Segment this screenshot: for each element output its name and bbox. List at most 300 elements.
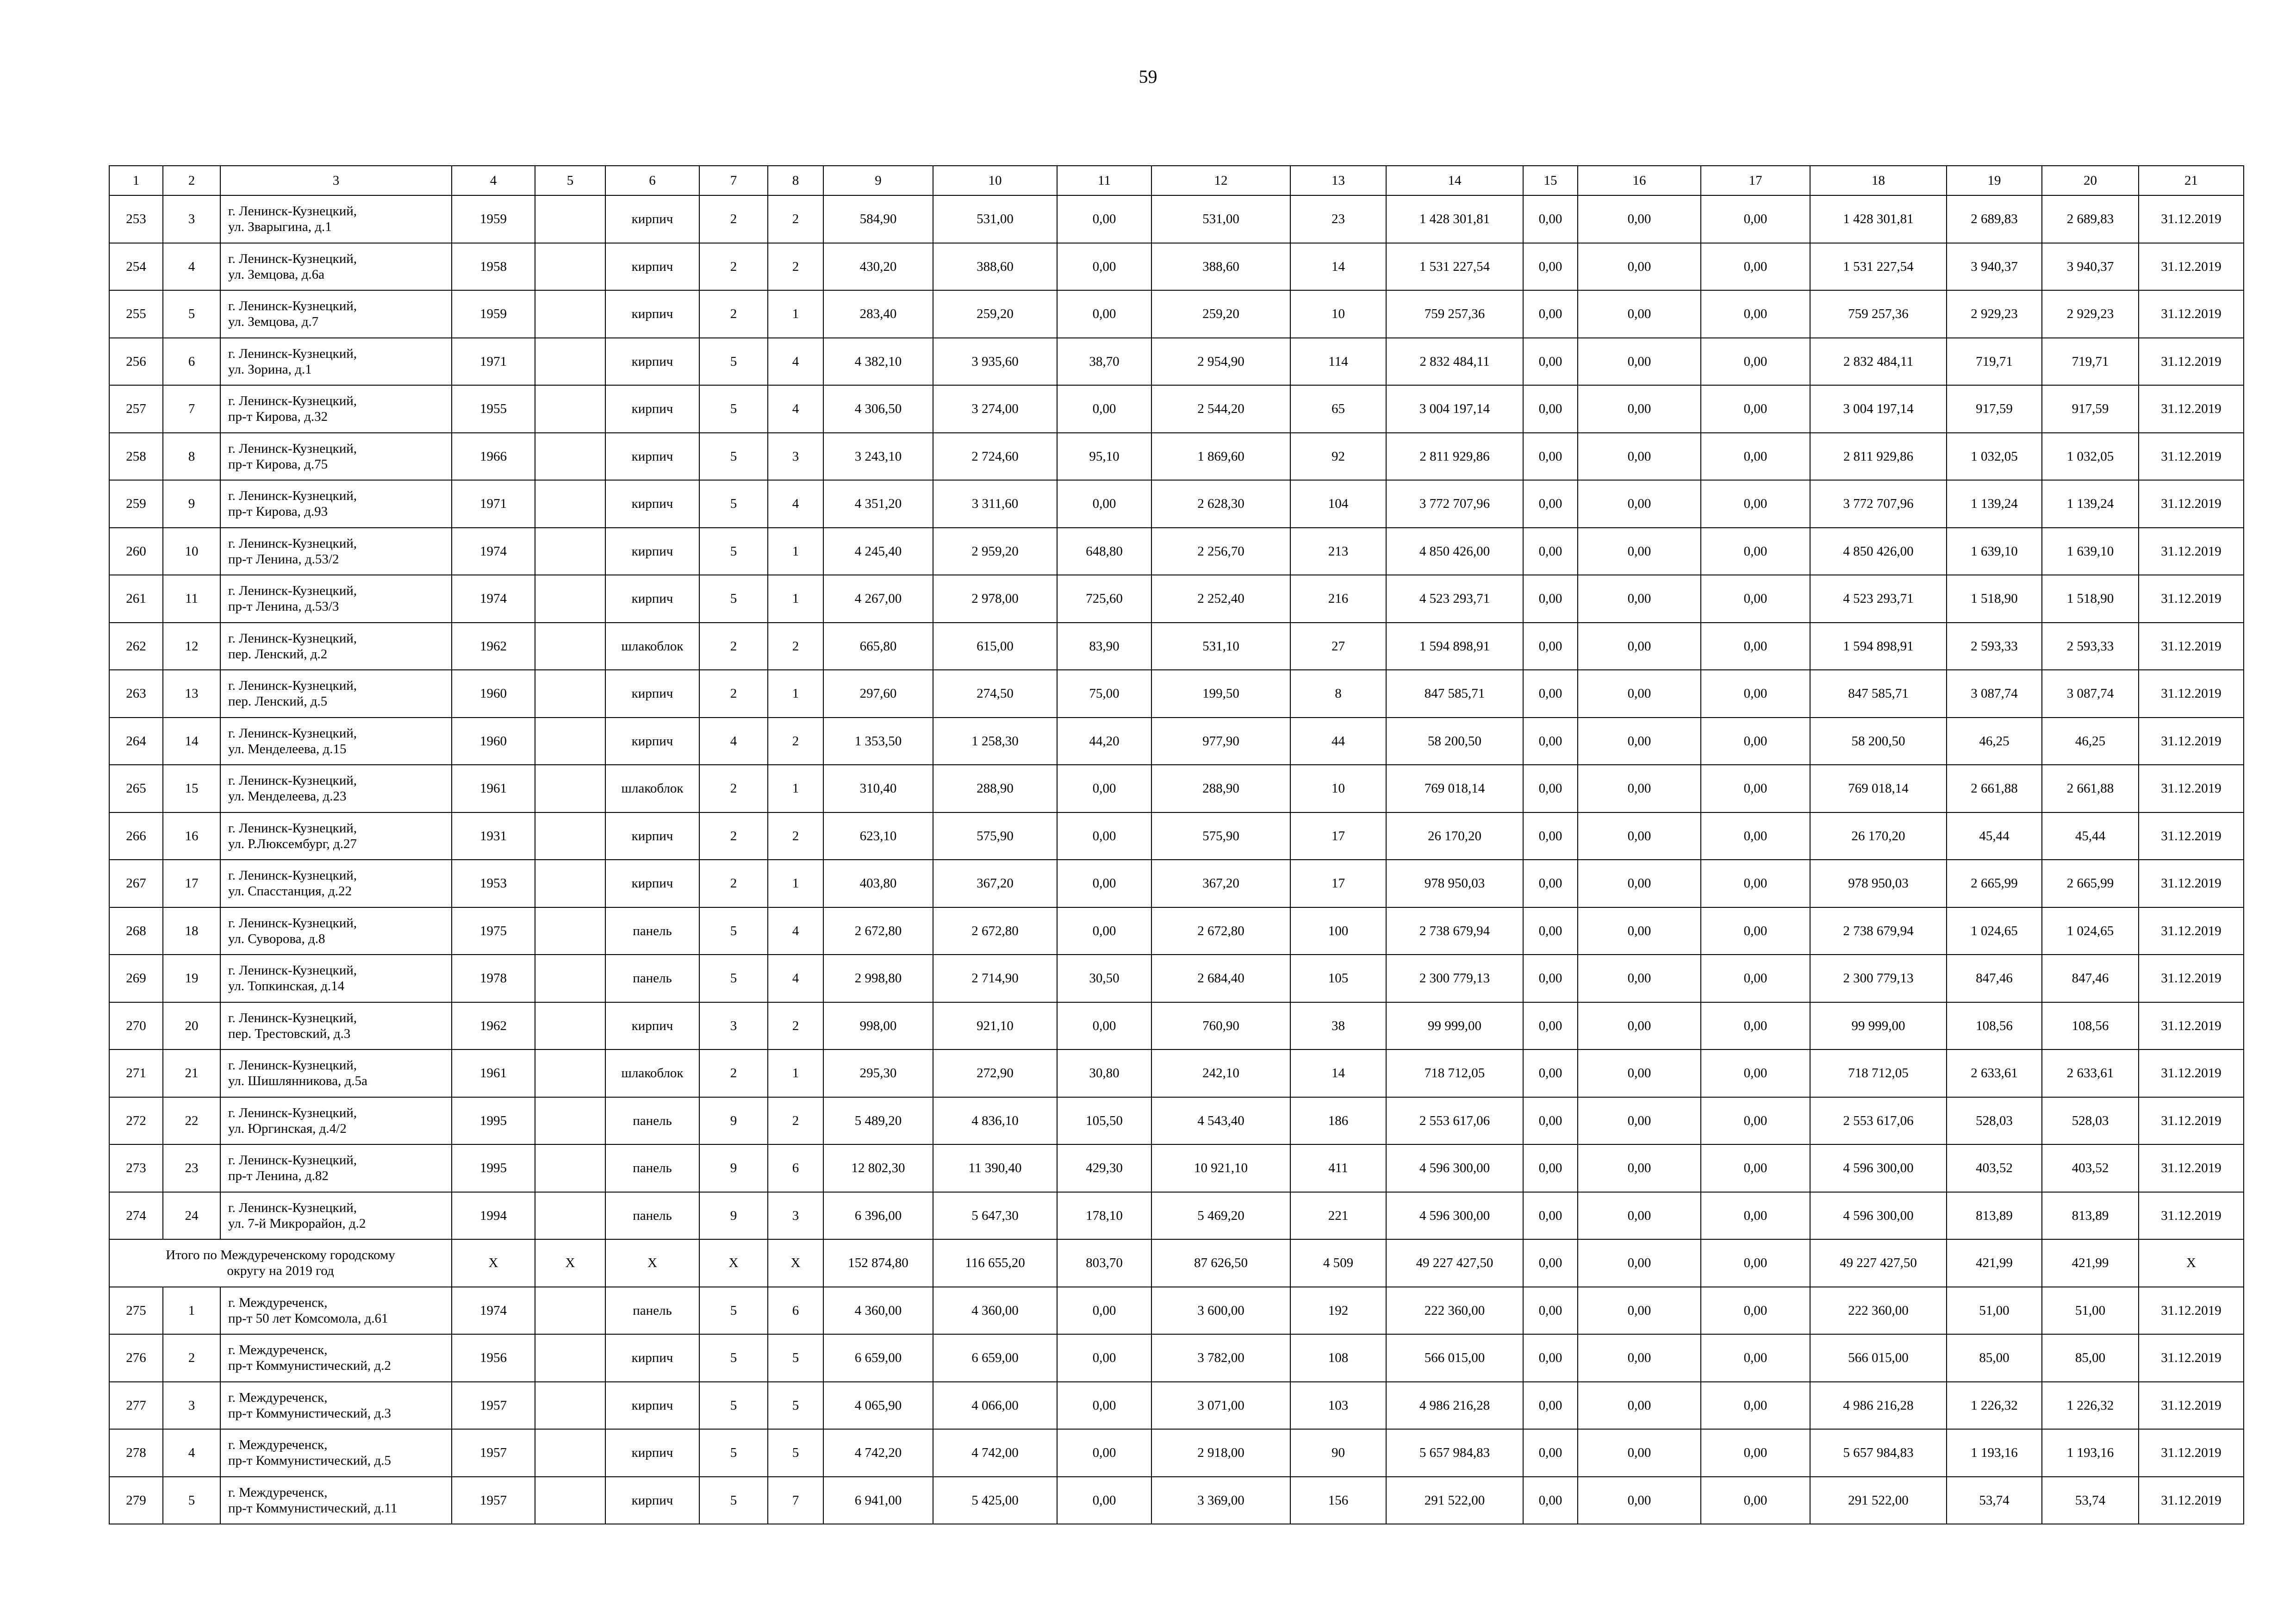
value-cell-c16: 0,00 [1578, 670, 1701, 718]
address-cell [220, 1382, 452, 1430]
column-5-cell [535, 1144, 605, 1192]
wall-material-cell: кирпич [605, 385, 699, 433]
value-cell-c12: 242,10 [1151, 1049, 1290, 1097]
value-cell-c21: 31.12.2019 [2139, 1002, 2244, 1050]
value-cell-c11: 30,80 [1057, 1049, 1151, 1097]
value-cell-c21: 31.12.2019 [2139, 385, 2244, 433]
value-cell-c9: 2 998,80 [823, 955, 933, 1002]
value-cell-c16: 0,00 [1578, 1049, 1701, 1097]
value-cell-c20: 1 024,65 [2042, 907, 2139, 955]
address-street: пер. Трестовский, д.3 [228, 1026, 351, 1041]
value-cell-c21: 31.12.2019 [2139, 528, 2244, 575]
value-cell-c14: 2 811 929,86 [1386, 433, 1523, 481]
column-number-17: 17 [1701, 166, 1810, 195]
floors-cell: 5 [699, 1429, 768, 1477]
table-row [109, 338, 2244, 386]
column-number-6: 6 [605, 166, 699, 195]
value-cell-c19: 2 593,33 [1947, 623, 2042, 670]
row-number-cell: 256 [109, 338, 163, 386]
value-cell-c11: 0,00 [1057, 1429, 1151, 1477]
floors-cell: 2 [699, 765, 768, 812]
value-cell-c13: 4 509 [1290, 1239, 1386, 1287]
address-cell [220, 195, 452, 243]
table-row [109, 1477, 2244, 1524]
sub-number-cell: 3 [163, 1382, 220, 1430]
address-cell [220, 1144, 452, 1192]
value-cell-c15: 0,00 [1523, 765, 1578, 812]
value-cell-c21: 31.12.2019 [2139, 575, 2244, 623]
value-cell-c14: 978 950,03 [1386, 860, 1523, 907]
value-cell-c15: 0,00 [1523, 1144, 1578, 1192]
total-row [109, 1239, 2244, 1287]
address-street: ул. Суворова, д.8 [228, 931, 325, 946]
year-cell: 1956 [452, 1334, 535, 1382]
value-cell-c12: 977,90 [1151, 718, 1290, 765]
value-cell-c14: 5 657 984,83 [1386, 1429, 1523, 1477]
value-cell-c9: 283,40 [823, 290, 933, 338]
value-cell-c15: 0,00 [1523, 1002, 1578, 1050]
value-cell-c17: 0,00 [1701, 1144, 1810, 1192]
sub-number-cell: 12 [163, 623, 220, 670]
value-cell-c19: 53,74 [1947, 1477, 2042, 1524]
value-cell-c19: 847,46 [1947, 955, 2042, 1002]
column-5-cell [535, 575, 605, 623]
value-cell-c18: 3 772 707,96 [1810, 480, 1947, 528]
value-cell-c11: 0,00 [1057, 385, 1151, 433]
value-cell-c17: 0,00 [1701, 718, 1810, 765]
address-street: пр-т Коммунистический, д.5 [228, 1453, 391, 1468]
value-cell-c21: 31.12.2019 [2139, 480, 2244, 528]
value-cell-c13: 10 [1290, 765, 1386, 812]
value-cell-c12: 531,10 [1151, 623, 1290, 670]
year-cell: 1961 [452, 765, 535, 812]
table-row [109, 195, 2244, 243]
table-row [109, 528, 2244, 575]
value-cell-c21: 31.12.2019 [2139, 1287, 2244, 1335]
address-cell [220, 1429, 452, 1477]
row-number-cell: 263 [109, 670, 163, 718]
value-cell-c18: 2 832 484,11 [1810, 338, 1947, 386]
value-cell-c10: 3 311,60 [933, 480, 1057, 528]
address-city: г. Междуреченск, [228, 1343, 328, 1358]
column-5-cell [535, 528, 605, 575]
value-cell-c12: 3 782,00 [1151, 1334, 1290, 1382]
value-cell-c10: 6 659,00 [933, 1334, 1057, 1382]
address-city: г. Ленинск-Кузнецкий, [228, 394, 357, 409]
value-cell-c21: 31.12.2019 [2139, 765, 2244, 812]
year-cell: 1957 [452, 1477, 535, 1524]
column-number-15: 15 [1523, 166, 1578, 195]
value-cell-c10: 2 714,90 [933, 955, 1057, 1002]
floors-cell: 2 [699, 623, 768, 670]
address-street: ул. Шишлянникова, д.5а [228, 1074, 367, 1089]
value-cell-c17: 0,00 [1701, 575, 1810, 623]
address-cell [220, 812, 452, 860]
address-city: г. Ленинск-Кузнецкий, [228, 1153, 357, 1168]
floors-cell: X [699, 1239, 768, 1287]
value-cell-c18: 222 360,00 [1810, 1287, 1947, 1335]
entrances-cell: 1 [768, 290, 823, 338]
wall-material-cell: панель [605, 1097, 699, 1145]
value-cell-c16: 0,00 [1578, 195, 1701, 243]
value-cell-c9: 6 396,00 [823, 1192, 933, 1240]
housing-register-table [109, 165, 2244, 1524]
value-cell-c13: 104 [1290, 480, 1386, 528]
sub-number-cell: 11 [163, 575, 220, 623]
wall-material-cell: кирпич [605, 1382, 699, 1430]
table-body [109, 166, 2244, 1524]
value-cell-c20: 3 087,74 [2042, 670, 2139, 718]
year-cell: 1962 [452, 623, 535, 670]
column-5-cell [535, 1097, 605, 1145]
wall-material-cell: кирпич [605, 1334, 699, 1382]
value-cell-c13: 38 [1290, 1002, 1386, 1050]
value-cell-c20: 528,03 [2042, 1097, 2139, 1145]
wall-material-cell: кирпич [605, 528, 699, 575]
floors-cell: 2 [699, 812, 768, 860]
value-cell-c17: 0,00 [1701, 195, 1810, 243]
value-cell-c16: 0,00 [1578, 860, 1701, 907]
value-cell-c15: 0,00 [1523, 860, 1578, 907]
entrances-cell: 1 [768, 575, 823, 623]
address-cell [220, 1287, 452, 1335]
address-city: г. Ленинск-Кузнецкий, [228, 868, 357, 883]
wall-material-cell: панель [605, 1192, 699, 1240]
value-cell-c20: 813,89 [2042, 1192, 2139, 1240]
value-cell-c12: 2 252,40 [1151, 575, 1290, 623]
value-cell-c12: 2 256,70 [1151, 528, 1290, 575]
value-cell-c12: 760,90 [1151, 1002, 1290, 1050]
value-cell-c20: 1 226,32 [2042, 1382, 2139, 1430]
value-cell-c11: 30,50 [1057, 955, 1151, 1002]
value-cell-c17: 0,00 [1701, 1334, 1810, 1382]
value-cell-c14: 759 257,36 [1386, 290, 1523, 338]
column-number-5: 5 [535, 166, 605, 195]
floors-cell: 5 [699, 385, 768, 433]
value-cell-c18: 2 738 679,94 [1810, 907, 1947, 955]
value-cell-c9: 295,30 [823, 1049, 933, 1097]
value-cell-c14: 718 712,05 [1386, 1049, 1523, 1097]
value-cell-c13: 216 [1290, 575, 1386, 623]
wall-material-cell: шлакоблок [605, 1049, 699, 1097]
value-cell-c9: 623,10 [823, 812, 933, 860]
value-cell-c18: 978 950,03 [1810, 860, 1947, 907]
value-cell-c17: 0,00 [1701, 1049, 1810, 1097]
value-cell-c12: 4 543,40 [1151, 1097, 1290, 1145]
value-cell-c20: 53,74 [2042, 1477, 2139, 1524]
value-cell-c21: 31.12.2019 [2139, 670, 2244, 718]
entrances-cell: 1 [768, 860, 823, 907]
row-number-cell: 265 [109, 765, 163, 812]
value-cell-c10: 615,00 [933, 623, 1057, 670]
value-cell-c18: 2 300 779,13 [1810, 955, 1947, 1002]
value-cell-c20: 1 139,24 [2042, 480, 2139, 528]
value-cell-c20: 1 193,16 [2042, 1429, 2139, 1477]
value-cell-c17: 0,00 [1701, 1429, 1810, 1477]
value-cell-c17: 0,00 [1701, 338, 1810, 386]
entrances-cell: 3 [768, 1192, 823, 1240]
table-row [109, 907, 2244, 955]
year-cell: 1978 [452, 955, 535, 1002]
value-cell-c11: 105,50 [1057, 1097, 1151, 1145]
row-number-cell: 272 [109, 1097, 163, 1145]
value-cell-c13: 105 [1290, 955, 1386, 1002]
column-5-cell [535, 1287, 605, 1335]
wall-material-cell: кирпич [605, 575, 699, 623]
value-cell-c10: 274,50 [933, 670, 1057, 718]
sub-number-cell: 15 [163, 765, 220, 812]
value-cell-c15: 0,00 [1523, 670, 1578, 718]
value-cell-c20: 46,25 [2042, 718, 2139, 765]
value-cell-c20: 1 518,90 [2042, 575, 2139, 623]
column-5-cell [535, 1192, 605, 1240]
year-cell: 1957 [452, 1429, 535, 1477]
value-cell-c13: 10 [1290, 290, 1386, 338]
value-cell-c17: 0,00 [1701, 1382, 1810, 1430]
value-cell-c21: 31.12.2019 [2139, 718, 2244, 765]
value-cell-c13: 92 [1290, 433, 1386, 481]
value-cell-c21: 31.12.2019 [2139, 1049, 2244, 1097]
value-cell-c9: 152 874,80 [823, 1239, 933, 1287]
value-cell-c19: 2 665,99 [1947, 860, 2042, 907]
year-cell: 1961 [452, 1049, 535, 1097]
year-cell: 1966 [452, 433, 535, 481]
address-street: ул. Р.Люксембург, д.27 [228, 836, 357, 851]
row-number-cell: 269 [109, 955, 163, 1002]
table-row [109, 1002, 2244, 1050]
value-cell-c16: 0,00 [1578, 1239, 1701, 1287]
value-cell-c11: 725,60 [1057, 575, 1151, 623]
value-cell-c10: 575,90 [933, 812, 1057, 860]
value-cell-c15: 0,00 [1523, 243, 1578, 291]
value-cell-c19: 2 929,23 [1947, 290, 2042, 338]
value-cell-c13: 17 [1290, 860, 1386, 907]
value-cell-c16: 0,00 [1578, 1144, 1701, 1192]
value-cell-c12: 2 544,20 [1151, 385, 1290, 433]
year-cell: 1974 [452, 1287, 535, 1335]
value-cell-c19: 3 087,74 [1947, 670, 2042, 718]
table-row [109, 860, 2244, 907]
address-city: г. Ленинск-Кузнецкий, [228, 251, 357, 266]
value-cell-c13: 14 [1290, 243, 1386, 291]
value-cell-c11: 0,00 [1057, 812, 1151, 860]
value-cell-c10: 2 978,00 [933, 575, 1057, 623]
value-cell-c14: 2 300 779,13 [1386, 955, 1523, 1002]
value-cell-c14: 1 531 227,54 [1386, 243, 1523, 291]
sub-number-cell: 4 [163, 1429, 220, 1477]
value-cell-c16: 0,00 [1578, 1097, 1701, 1145]
wall-material-cell: кирпич [605, 1477, 699, 1524]
value-cell-c20: 2 593,33 [2042, 623, 2139, 670]
value-cell-c11: 0,00 [1057, 1334, 1151, 1382]
sub-number-cell: 3 [163, 195, 220, 243]
address-cell [220, 955, 452, 1002]
value-cell-c18: 759 257,36 [1810, 290, 1947, 338]
value-cell-c17: 0,00 [1701, 765, 1810, 812]
table-row [109, 433, 2244, 481]
value-cell-c11: 44,20 [1057, 718, 1151, 765]
year-cell: 1971 [452, 338, 535, 386]
wall-material-cell: шлакоблок [605, 765, 699, 812]
address-street: пр-т Ленина, д.53/3 [228, 599, 339, 614]
value-cell-c15: 0,00 [1523, 338, 1578, 386]
row-number-cell: 274 [109, 1192, 163, 1240]
value-cell-c10: 921,10 [933, 1002, 1057, 1050]
address-street: ул. Менделеева, д.23 [228, 789, 347, 804]
address-cell [220, 718, 452, 765]
address-city: г. Ленинск-Кузнецкий, [228, 631, 357, 646]
value-cell-c14: 2 553 617,06 [1386, 1097, 1523, 1145]
column-5-cell [535, 433, 605, 481]
address-city: г. Ленинск-Кузнецкий, [228, 441, 357, 456]
year-cell: 1960 [452, 718, 535, 765]
value-cell-c14: 2 832 484,11 [1386, 338, 1523, 386]
value-cell-c13: 108 [1290, 1334, 1386, 1382]
value-cell-c13: 186 [1290, 1097, 1386, 1145]
value-cell-c10: 2 959,20 [933, 528, 1057, 575]
address-city: г. Ленинск-Кузнецкий, [228, 773, 357, 788]
address-street: ул. Зварыгина, д.1 [228, 219, 332, 235]
value-cell-c11: 0,00 [1057, 480, 1151, 528]
sub-number-cell: 5 [163, 1477, 220, 1524]
value-cell-c9: 297,60 [823, 670, 933, 718]
table-row [109, 1049, 2244, 1097]
value-cell-c10: 3 274,00 [933, 385, 1057, 433]
floors-cell: 2 [699, 860, 768, 907]
value-cell-c10: 4 836,10 [933, 1097, 1057, 1145]
entrances-cell: 4 [768, 907, 823, 955]
entrances-cell: 2 [768, 812, 823, 860]
table-row [109, 480, 2244, 528]
sub-number-cell: 18 [163, 907, 220, 955]
entrances-cell: 2 [768, 1097, 823, 1145]
value-cell-c15: 0,00 [1523, 480, 1578, 528]
entrances-cell: 2 [768, 623, 823, 670]
address-street: пр-т 50 лет Комсомола, д.61 [228, 1311, 388, 1326]
floors-cell: 5 [699, 433, 768, 481]
wall-material-cell: панель [605, 907, 699, 955]
row-number-cell: 270 [109, 1002, 163, 1050]
wall-material-cell: кирпич [605, 290, 699, 338]
address-cell [220, 1097, 452, 1145]
table-row [109, 1334, 2244, 1382]
value-cell-c21: 31.12.2019 [2139, 243, 2244, 291]
value-cell-c21: 31.12.2019 [2139, 433, 2244, 481]
value-cell-c16: 0,00 [1578, 1382, 1701, 1430]
address-cell [220, 623, 452, 670]
value-cell-c19: 108,56 [1947, 1002, 2042, 1050]
value-cell-c11: 0,00 [1057, 1002, 1151, 1050]
value-cell-c12: 288,90 [1151, 765, 1290, 812]
column-5-cell [535, 1002, 605, 1050]
row-number-cell: 262 [109, 623, 163, 670]
column-number-14: 14 [1386, 166, 1523, 195]
column-5-cell [535, 1429, 605, 1477]
entrances-cell: 5 [768, 1429, 823, 1477]
value-cell-c19: 719,71 [1947, 338, 2042, 386]
value-cell-c18: 49 227 427,50 [1810, 1239, 1947, 1287]
value-cell-c16: 0,00 [1578, 955, 1701, 1002]
value-cell-c9: 5 489,20 [823, 1097, 933, 1145]
value-cell-c12: 259,20 [1151, 290, 1290, 338]
value-cell-c17: 0,00 [1701, 670, 1810, 718]
column-number-10: 10 [933, 166, 1057, 195]
column-number-8: 8 [768, 166, 823, 195]
sub-number-cell: 17 [163, 860, 220, 907]
value-cell-c17: 0,00 [1701, 955, 1810, 1002]
wall-material-cell: кирпич [605, 243, 699, 291]
row-number-cell: 260 [109, 528, 163, 575]
address-city: г. Ленинск-Кузнецкий, [228, 583, 357, 599]
sub-number-cell: 4 [163, 243, 220, 291]
value-cell-c12: 2 954,90 [1151, 338, 1290, 386]
value-cell-c15: 0,00 [1523, 718, 1578, 765]
value-cell-c11: 75,00 [1057, 670, 1151, 718]
value-cell-c14: 4 596 300,00 [1386, 1144, 1523, 1192]
value-cell-c9: 4 742,20 [823, 1429, 933, 1477]
value-cell-c11: 648,80 [1057, 528, 1151, 575]
value-cell-c15: 0,00 [1523, 1477, 1578, 1524]
value-cell-c18: 58 200,50 [1810, 718, 1947, 765]
year-cell: 1962 [452, 1002, 535, 1050]
row-number-cell: 255 [109, 290, 163, 338]
value-cell-c14: 3 772 707,96 [1386, 480, 1523, 528]
value-cell-c12: 367,20 [1151, 860, 1290, 907]
value-cell-c18: 4 596 300,00 [1810, 1144, 1947, 1192]
total-label [109, 1239, 452, 1287]
table-row [109, 1192, 2244, 1240]
value-cell-c19: 1 518,90 [1947, 575, 2042, 623]
table-row [109, 718, 2244, 765]
value-cell-c11: 0,00 [1057, 1477, 1151, 1524]
row-number-cell: 277 [109, 1382, 163, 1430]
value-cell-c19: 46,25 [1947, 718, 2042, 765]
address-street: пр-т Коммунистический, д.2 [228, 1358, 391, 1374]
address-cell [220, 385, 452, 433]
value-cell-c14: 1 428 301,81 [1386, 195, 1523, 243]
entrances-cell: 5 [768, 1334, 823, 1382]
floors-cell: 4 [699, 718, 768, 765]
floors-cell: 5 [699, 1334, 768, 1382]
value-cell-c16: 0,00 [1578, 623, 1701, 670]
table-row [109, 1144, 2244, 1192]
value-cell-c15: 0,00 [1523, 575, 1578, 623]
value-cell-c15: 0,00 [1523, 528, 1578, 575]
total-label-line-2: округу на 2019 год [227, 1263, 334, 1279]
value-cell-c15: 0,00 [1523, 907, 1578, 955]
value-cell-c17: 0,00 [1701, 1287, 1810, 1335]
entrances-cell: 1 [768, 528, 823, 575]
floors-cell: 5 [699, 1382, 768, 1430]
value-cell-c12: 2 918,00 [1151, 1429, 1290, 1477]
value-cell-c15: 0,00 [1523, 1429, 1578, 1477]
year-cell: 1995 [452, 1097, 535, 1145]
value-cell-c18: 1 531 227,54 [1810, 243, 1947, 291]
column-number-11: 11 [1057, 166, 1151, 195]
entrances-cell: 1 [768, 765, 823, 812]
value-cell-c18: 4 523 293,71 [1810, 575, 1947, 623]
value-cell-c10: 2 724,60 [933, 433, 1057, 481]
value-cell-c12: 531,00 [1151, 195, 1290, 243]
value-cell-c9: 12 802,30 [823, 1144, 933, 1192]
value-cell-c21: 31.12.2019 [2139, 623, 2244, 670]
value-cell-c17: 0,00 [1701, 528, 1810, 575]
value-cell-c21: 31.12.2019 [2139, 1382, 2244, 1430]
value-cell-c11: 0,00 [1057, 195, 1151, 243]
value-cell-c15: 0,00 [1523, 955, 1578, 1002]
table-row [109, 812, 2244, 860]
value-cell-c16: 0,00 [1578, 1002, 1701, 1050]
